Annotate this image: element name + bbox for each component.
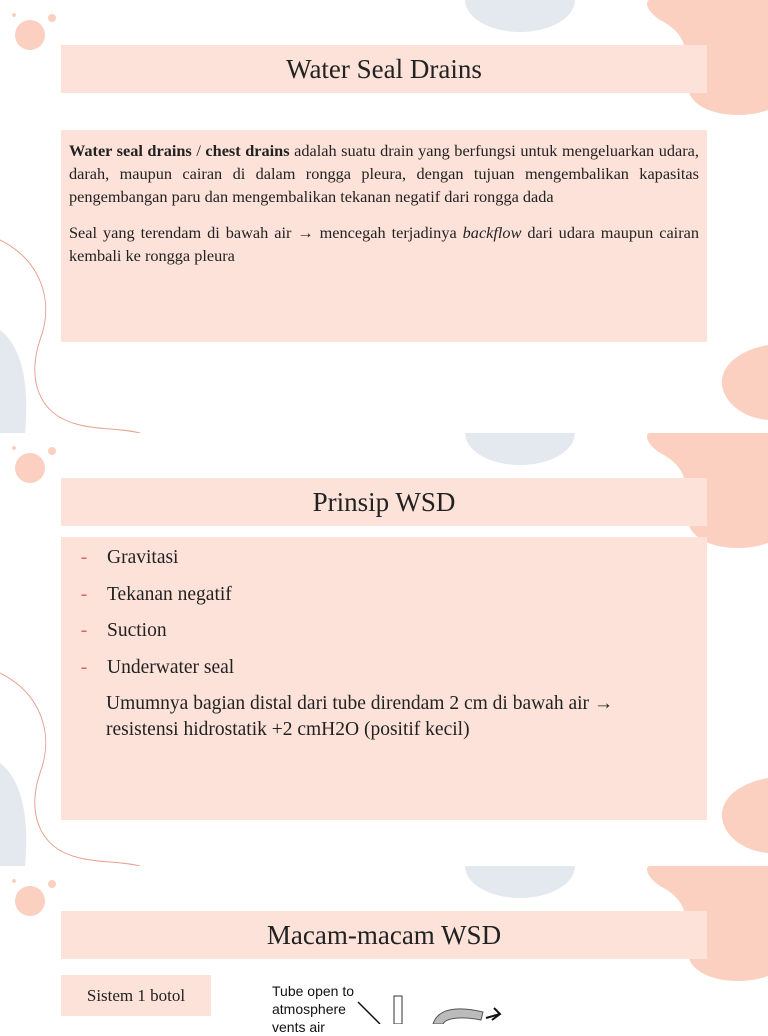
peach-dot-tiny bbox=[12, 13, 16, 17]
term-separator: / bbox=[191, 141, 206, 160]
peach-blob-right-middle bbox=[722, 345, 768, 420]
blue-semicircle-top bbox=[465, 866, 575, 898]
list-item bbox=[61, 655, 707, 692]
peach-blob-right-middle bbox=[722, 778, 768, 853]
peach-dot-tiny bbox=[12, 446, 16, 450]
diagram-tube bbox=[394, 996, 402, 1024]
list-item-text: Gravitasi bbox=[107, 547, 179, 568]
underwater-seal-note: Umumnya bagian distal dari tube direndam 2 cm di bawah air → resistensi hidrostatik +2 cmH2O (positif kecil) bbox=[106, 693, 614, 740]
backflow-term: backflow bbox=[462, 223, 522, 242]
slide-2-title: Prinsip WSD bbox=[61, 478, 707, 526]
diagram-pointer-line bbox=[358, 1002, 380, 1024]
definition-paragraph bbox=[69, 139, 699, 208]
bullet-dash: - bbox=[80, 583, 88, 605]
diagram-label-line: atmosphere bbox=[272, 1001, 346, 1017]
peach-dot-large bbox=[15, 453, 45, 483]
term-water-seal-drains: Water seal drains bbox=[69, 141, 192, 160]
diagram-label-line: vents air bbox=[272, 1019, 325, 1035]
peach-dot-small bbox=[48, 447, 56, 455]
slide-1 bbox=[0, 0, 768, 433]
list-item-text: Suction bbox=[107, 620, 167, 641]
diagram-label-line: Tube open to bbox=[272, 983, 354, 999]
diagram-curved-tube bbox=[433, 1009, 483, 1024]
term-chest-drains: chest drains bbox=[205, 141, 290, 160]
list-item bbox=[61, 582, 707, 619]
list-item bbox=[61, 618, 707, 655]
list-item-text: Tekanan negatif bbox=[107, 583, 232, 605]
bullet-dash: - bbox=[80, 656, 88, 678]
slide-1-title: Water Seal Drains bbox=[61, 45, 707, 93]
blue-blob-left bbox=[0, 330, 26, 433]
peach-dot-small bbox=[48, 880, 56, 888]
slide-1-content bbox=[61, 130, 707, 342]
list-item bbox=[61, 545, 707, 582]
system-1-bottle-label: Sistem 1 botol bbox=[61, 975, 211, 1016]
peach-dot-large bbox=[15, 886, 45, 916]
diagram-arrow bbox=[486, 1008, 500, 1020]
definition-text: adalah suatu drain yang berfungsi untuk mengeluarkan udara, darah, maupun cairan di dalam rongga pleura, dengan tujuan mengembalikan kapasitas pengembangan paru dan mengembalikan tekanan negatif dari rongga dada bbox=[69, 141, 699, 206]
slide-2-content bbox=[61, 537, 707, 820]
blue-blob-left bbox=[0, 763, 26, 866]
list-item-text: Underwater seal bbox=[107, 656, 235, 678]
seal-text-end: dari udara maupun cairan kembali ke rongga pleura bbox=[69, 223, 699, 265]
blue-semicircle-top bbox=[465, 433, 575, 465]
bullet-dash: - bbox=[80, 620, 88, 641]
peach-dot-large bbox=[15, 20, 45, 50]
seal-text-start: Seal yang terendam di bawah air → mencegah terjadinya bbox=[69, 223, 463, 242]
peach-dot-small bbox=[48, 14, 56, 22]
seal-paragraph bbox=[69, 221, 699, 267]
peach-dot-tiny bbox=[12, 879, 16, 883]
blue-semicircle-top bbox=[465, 0, 575, 32]
diagram-label bbox=[272, 982, 354, 1036]
slide-3-title: Macam-macam WSD bbox=[61, 911, 707, 959]
bullet-dash: - bbox=[80, 547, 88, 568]
